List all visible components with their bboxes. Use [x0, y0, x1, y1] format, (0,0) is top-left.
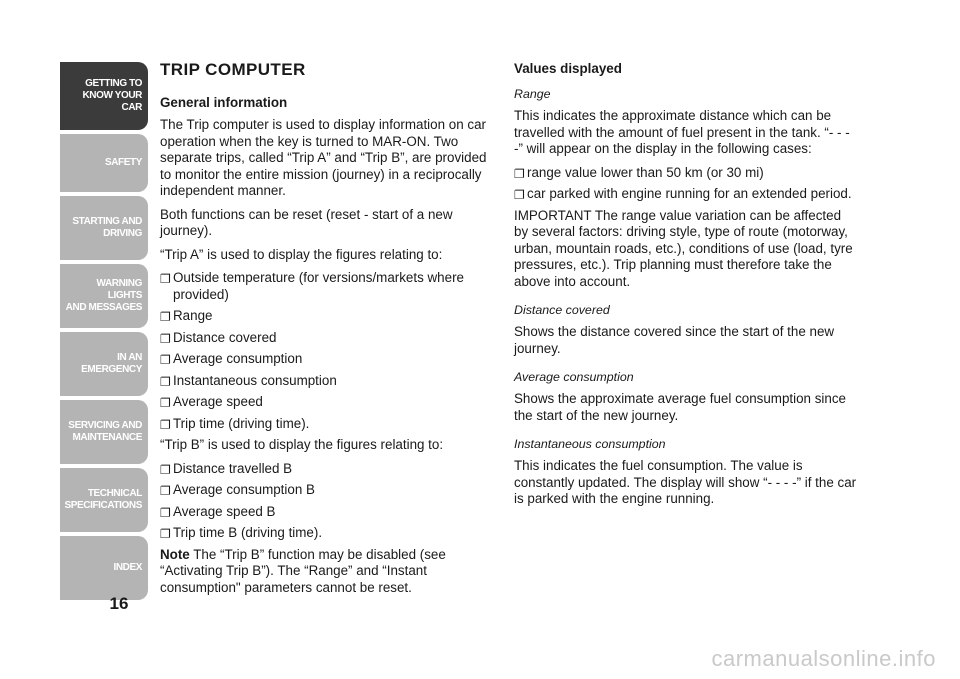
tab-label: KNOW YOUR CAR — [82, 90, 142, 113]
subheading-range: Range — [514, 87, 551, 101]
list-item — [160, 525, 496, 542]
checkbox-bullet-icon: ❐ — [160, 353, 171, 367]
checkbox-bullet-icon: ❐ — [160, 527, 171, 541]
list-item — [514, 186, 858, 203]
list-item-text: car parked with engine running for an extended period. — [527, 186, 852, 201]
range-cases-list — [514, 165, 858, 203]
tab-starting-and-driving[interactable] — [60, 196, 148, 260]
list-item — [160, 394, 496, 411]
subheading-average-consumption: Average consumption — [514, 370, 634, 384]
checkbox-bullet-icon: ❐ — [160, 396, 171, 410]
list-item-text: Trip time B (driving time). — [173, 525, 323, 540]
list-item — [514, 165, 858, 182]
tab-in-an-emergency[interactable] — [60, 332, 148, 396]
list-item — [160, 373, 496, 390]
list-intro: “Trip B” is used to display the figures relating to: — [160, 437, 444, 452]
list-item-text: Range — [173, 308, 213, 323]
tab-label: TECHNICAL — [87, 488, 142, 499]
checkbox-bullet-icon: ❐ — [160, 272, 171, 286]
paragraph: The Trip computer is used to display information on car operation when the key is turned to MAR-ON. Two separate trips, called “Trip A” and “Trip B”, are provided to monitor the entire mission (journey) in a reciprocally independent manner. — [160, 117, 487, 198]
watermark: carmanualsonline.info — [711, 646, 936, 671]
checkbox-bullet-icon: ❐ — [160, 374, 171, 389]
tab-label: AND MESSAGES — [65, 302, 142, 313]
checkbox-bullet-icon: ❐ — [160, 505, 171, 520]
list-item-text: range value lower than 50 km (or 30 mi) — [527, 164, 764, 180]
section-heading: General information — [160, 95, 288, 110]
tab-index[interactable] — [60, 536, 148, 600]
trip-b-list — [160, 461, 496, 542]
checkbox-bullet-icon: ❐ — [160, 310, 171, 324]
list-item-text: Average speed — [173, 394, 263, 409]
trip-a-list — [160, 270, 496, 432]
checkbox-bullet-icon: ❐ — [514, 166, 525, 181]
tab-getting-to-know-your-car[interactable] — [60, 62, 148, 130]
tab-label: SAFETY — [104, 157, 142, 168]
tab-label: INDEX — [113, 562, 142, 573]
note-paragraph — [160, 547, 496, 597]
tab-servicing-and-maintenance[interactable] — [60, 400, 148, 464]
page-number: 16 — [109, 594, 129, 613]
note-label: Note — [160, 546, 190, 562]
note-text: The “Trip B” function may be disabled (see “Activating Trip B”). The “Range” and “Instant consumption" parameters cannot be reset. — [160, 546, 446, 595]
paragraph: Shows the approximate average fuel consumption since the start of the new journey. — [514, 391, 846, 423]
tab-technical-specifications[interactable] — [60, 468, 148, 532]
list-item — [160, 482, 496, 499]
paragraph: This indicates the approximate distance which can be travelled with the amount of fuel present in the tank. “- - - -” will appear on the display in the following cases: — [514, 108, 850, 156]
list-item — [160, 270, 496, 303]
chapter-sidebar — [60, 62, 148, 604]
tab-label: STARTING AND — [72, 216, 142, 227]
list-item-text: Average consumption B — [173, 482, 315, 497]
checkbox-bullet-icon: ❐ — [160, 331, 171, 346]
paragraph: Shows the distance covered since the start of the new journey. — [514, 324, 835, 356]
tab-label: WARNING LIGHTS — [96, 278, 142, 301]
right-column — [514, 60, 858, 515]
tab-label: GETTING TO — [85, 78, 142, 89]
subheading-distance: Distance covered — [514, 303, 610, 317]
left-column — [160, 60, 496, 603]
tab-label: MAINTENANCE — [72, 432, 142, 443]
list-item — [160, 416, 496, 433]
list-item — [160, 504, 496, 521]
list-item-text: Distance travelled B — [173, 460, 293, 476]
checkbox-bullet-icon: ❐ — [160, 417, 171, 432]
list-item-text: Instantaneous consumption — [173, 372, 337, 388]
list-item-text: Outside temperature (for versions/markets where provided) — [173, 270, 464, 302]
list-item — [160, 308, 496, 325]
subheading-instantaneous-consumption: Instantaneous consumption — [514, 437, 666, 451]
tab-label: IN AN EMERGENCY — [81, 352, 142, 375]
list-item — [160, 330, 496, 347]
list-intro: “Trip A” is used to display the figures relating to: — [160, 246, 443, 262]
checkbox-bullet-icon: ❐ — [514, 188, 525, 202]
list-item — [160, 351, 496, 368]
paragraph: This indicates the fuel consumption. The value is constantly updated. The display will show “- - - -” if the car is parked with the engine running. — [514, 458, 857, 506]
list-item-text: Average consumption — [173, 351, 303, 366]
paragraph: Both functions can be reset (reset - start of a new journey). — [160, 206, 453, 238]
tab-safety[interactable] — [60, 134, 148, 192]
important-paragraph: IMPORTANT The range value variation can be affected by several factors: driving style, type of route (motorway, urban, mountain roads, etc.), conditions of use (load, tyre pressures, etc.). Trip planning must therefore take the above into account. — [514, 207, 853, 289]
page-title: TRIP COMPUTER — [160, 60, 306, 79]
tab-warning-lights-and-messages[interactable] — [60, 264, 148, 328]
tab-label: SPECIFICATIONS — [64, 500, 142, 511]
tab-label: SERVICING AND — [68, 420, 142, 431]
list-item — [160, 461, 496, 478]
section-heading: Values displayed — [514, 61, 622, 76]
list-item-text: Trip time (driving time). — [173, 415, 310, 431]
checkbox-bullet-icon: ❐ — [160, 462, 171, 477]
list-item-text: Average speed B — [173, 503, 276, 519]
list-item-text: Distance covered — [173, 329, 277, 345]
checkbox-bullet-icon: ❐ — [160, 484, 171, 498]
tab-label: DRIVING — [103, 228, 142, 239]
